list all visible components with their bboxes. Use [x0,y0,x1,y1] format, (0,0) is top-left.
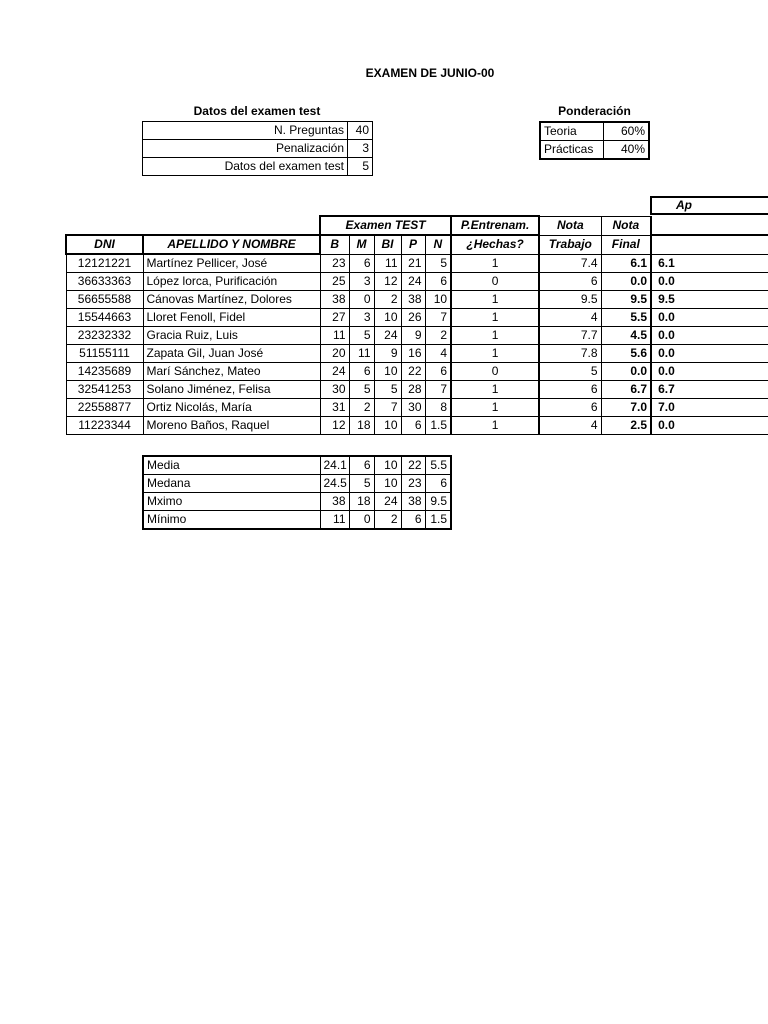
student-dni: 51155111 [66,345,143,363]
exam-info-value: 40 [348,122,373,140]
col-p-header: P [401,235,425,254]
stats-label: Mximo [143,493,320,511]
cell-p: 30 [401,399,425,417]
cell-apto: 0.0 [651,363,768,381]
stats-row [143,511,451,530]
cell-bi: 10 [374,363,401,381]
cell-trabajo: 6 [539,273,601,291]
student-name: Lloret Fenoll, Fidel [143,309,320,327]
stats-b: 11 [320,511,349,530]
cell-final: 2.5 [601,417,651,435]
group-header-row [66,216,768,235]
stats-p: 38 [401,493,425,511]
cell-apto: 0.0 [651,417,768,435]
cell-trabajo: 7.8 [539,345,601,363]
col-name-header: APELLIDO Y NOMBRE [143,235,320,254]
cell-hechas: 1 [451,381,539,399]
cell-apto: 0.0 [651,345,768,363]
cell-hechas: 1 [451,345,539,363]
student-name: Marí Sánchez, Mateo [143,363,320,381]
weighting-row [540,141,649,160]
cell-bi: 10 [374,309,401,327]
cell-final: 7.0 [601,399,651,417]
student-dni: 22558877 [66,399,143,417]
cell-n: 8 [425,399,451,417]
stats-bi: 10 [374,475,401,493]
exam-info-value: 3 [348,140,373,158]
student-dni: 14235689 [66,363,143,381]
cell-hechas: 1 [451,417,539,435]
cell-bi: 5 [374,381,401,399]
cell-hechas: 0 [451,363,539,381]
stats-m: 5 [349,475,374,493]
cell-apto: 6.1 [651,254,768,273]
weighting-value: 60% [604,122,650,141]
cell-trabajo: 6 [539,399,601,417]
stats-label: Media [143,456,320,475]
cell-b: 30 [320,381,349,399]
stats-m: 6 [349,456,374,475]
student-dni: 32541253 [66,381,143,399]
student-name: Moreno Baños, Raquel [143,417,320,435]
weighting-label: Prácticas [540,141,604,160]
col-final-header: Final [601,235,651,254]
nota-header: Nota [539,216,601,235]
cell-apto: 6.7 [651,381,768,399]
stats-p: 6 [401,511,425,530]
cell-b: 38 [320,291,349,309]
col-n-header: N [425,235,451,254]
column-header-row [66,235,768,254]
cell-bi: 24 [374,327,401,345]
cell-trabajo: 6 [539,381,601,399]
cell-bi: 11 [374,254,401,273]
cell-hechas: 1 [451,399,539,417]
cell-bi: 2 [374,291,401,309]
stats-b: 24.5 [320,475,349,493]
grades-table [65,215,768,435]
student-row [66,309,768,327]
cell-p: 9 [401,327,425,345]
cell-hechas: 1 [451,254,539,273]
col-hechas-header: ¿Hechas? [451,235,539,254]
cell-m: 11 [349,345,374,363]
cell-apto: 0.0 [651,309,768,327]
cell-n: 4 [425,345,451,363]
cell-apto: 9.5 [651,291,768,309]
stats-table [142,455,452,530]
cell-n: 5 [425,254,451,273]
cell-bi: 10 [374,417,401,435]
student-row [66,381,768,399]
cell-trabajo: 7.4 [539,254,601,273]
stats-b: 38 [320,493,349,511]
cell-apto: 0.0 [651,273,768,291]
cell-final: 6.1 [601,254,651,273]
student-row [66,363,768,381]
page-title: EXAMEN DE JUNIO-00 [365,66,495,80]
stats-label: Mínimo [143,511,320,530]
cell-m: 5 [349,327,374,345]
stats-n: 5.5 [425,456,451,475]
cell-apto: 0.0 [651,327,768,345]
cell-p: 22 [401,363,425,381]
stats-bi: 2 [374,511,401,530]
stats-row [143,493,451,511]
student-dni: 36633363 [66,273,143,291]
col-m-header: M [349,235,374,254]
cell-bi: 7 [374,399,401,417]
stats-b: 24.1 [320,456,349,475]
cell-p: 38 [401,291,425,309]
cell-trabajo: 9.5 [539,291,601,309]
col-b-header: B [320,235,349,254]
stats-n: 9.5 [425,493,451,511]
student-name: Ortiz Nicolás, María [143,399,320,417]
cell-m: 5 [349,381,374,399]
student-row [66,273,768,291]
exam-info-label: N. Preguntas [143,122,348,140]
student-dni: 23232332 [66,327,143,345]
cell-hechas: 0 [451,273,539,291]
cell-b: 27 [320,309,349,327]
cell-trabajo: 7.7 [539,327,601,345]
cell-m: 2 [349,399,374,417]
student-dni: 56655588 [66,291,143,309]
cell-final: 0.0 [601,273,651,291]
student-name: Gracia Ruiz, Luis [143,327,320,345]
student-name: Martínez Pellicer, José [143,254,320,273]
training-header: P.Entrenam. [451,216,539,235]
cell-final: 9.5 [601,291,651,309]
cell-final: 0.0 [601,363,651,381]
weighting-row [540,122,649,141]
apto-group-header: Ap [650,196,768,215]
cell-hechas: 1 [451,309,539,327]
stats-bi: 24 [374,493,401,511]
cell-m: 6 [349,363,374,381]
student-name: Cánovas Martínez, Dolores [143,291,320,309]
cell-final: 6.7 [601,381,651,399]
col-trabajo-header: Trabajo [539,235,601,254]
weighting-table [539,121,650,160]
cell-bi: 9 [374,345,401,363]
cell-trabajo: 5 [539,363,601,381]
stats-p: 23 [401,475,425,493]
cell-final: 5.5 [601,309,651,327]
cell-b: 31 [320,399,349,417]
cell-b: 25 [320,273,349,291]
nota-final-header: Nota [601,216,651,235]
col-bi-header: BI [374,235,401,254]
exam-info-row [143,140,373,158]
stats-m: 0 [349,511,374,530]
student-row [66,254,768,273]
student-dni: 11223344 [66,417,143,435]
stats-row [143,475,451,493]
cell-n: 6 [425,363,451,381]
cell-b: 23 [320,254,349,273]
exam-info-label: Penalización [143,140,348,158]
cell-m: 3 [349,273,374,291]
cell-n: 7 [425,309,451,327]
cell-p: 16 [401,345,425,363]
student-name: Solano Jiménez, Felisa [143,381,320,399]
weighting-value: 40% [604,141,650,160]
cell-final: 5.6 [601,345,651,363]
cell-p: 6 [401,417,425,435]
student-row [66,417,768,435]
stats-row [143,456,451,475]
cell-trabajo: 4 [539,309,601,327]
cell-n: 10 [425,291,451,309]
stats-n: 1.5 [425,511,451,530]
cell-p: 26 [401,309,425,327]
cell-final: 4.5 [601,327,651,345]
cell-m: 0 [349,291,374,309]
student-row [66,327,768,345]
cell-trabajo: 4 [539,417,601,435]
stats-p: 22 [401,456,425,475]
cell-m: 3 [349,309,374,327]
exam-info-table [142,121,373,176]
cell-apto: 7.0 [651,399,768,417]
cell-n: 1.5 [425,417,451,435]
cell-n: 2 [425,327,451,345]
cell-m: 6 [349,254,374,273]
student-dni: 12121221 [66,254,143,273]
weighting-label: Teoria [540,122,604,141]
cell-p: 28 [401,381,425,399]
student-name: López lorca, Purificación [143,273,320,291]
cell-p: 21 [401,254,425,273]
cell-n: 6 [425,273,451,291]
exam-info-label: Datos del examen test [143,158,348,176]
exam-info-value: 5 [348,158,373,176]
cell-b: 20 [320,345,349,363]
cell-bi: 12 [374,273,401,291]
exam-info-row [143,158,373,176]
cell-b: 24 [320,363,349,381]
student-row [66,345,768,363]
student-dni: 15544663 [66,309,143,327]
stats-n: 6 [425,475,451,493]
weighting-heading: Ponderación [558,104,631,118]
exam-test-header: Examen TEST [320,216,451,235]
cell-b: 11 [320,327,349,345]
student-row [66,399,768,417]
student-name: Zapata Gil, Juan José [143,345,320,363]
exam-info-heading: Datos del examen test [193,104,321,118]
cell-hechas: 1 [451,327,539,345]
student-row [66,291,768,309]
cell-hechas: 1 [451,291,539,309]
cell-p: 24 [401,273,425,291]
cell-m: 18 [349,417,374,435]
col-dni-header: DNI [66,235,143,254]
stats-m: 18 [349,493,374,511]
exam-info-row [143,122,373,140]
stats-bi: 10 [374,456,401,475]
cell-n: 7 [425,381,451,399]
cell-b: 12 [320,417,349,435]
stats-label: Medana [143,475,320,493]
